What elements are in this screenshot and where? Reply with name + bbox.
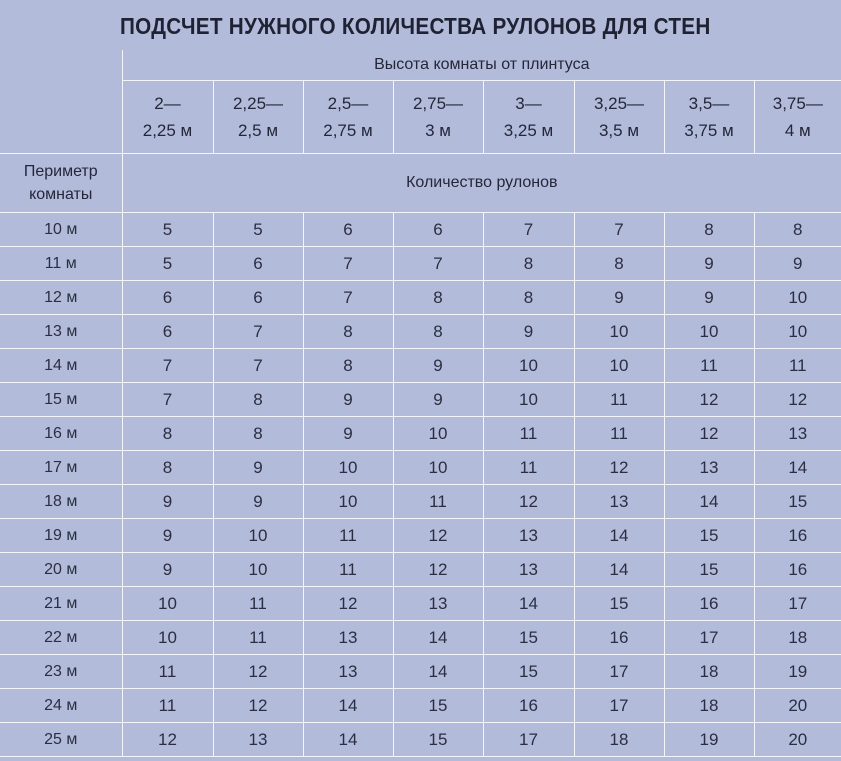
height-range-from: 3,75— <box>772 94 823 113</box>
roll-count-cell: 6 <box>213 247 303 281</box>
perimeter-cell: 16 м <box>0 417 122 451</box>
roll-count-cell: 7 <box>303 281 393 315</box>
roll-count-cell: 6 <box>122 281 213 315</box>
roll-count-cell: 14 <box>393 621 483 655</box>
roll-count-cell: 7 <box>213 315 303 349</box>
perimeter-cell: 15 м <box>0 383 122 417</box>
roll-count-cell: 8 <box>664 213 754 247</box>
roll-count-cell: 13 <box>213 723 303 757</box>
roll-count-cell: 12 <box>664 383 754 417</box>
roll-count-cell: 15 <box>754 485 841 519</box>
roll-count-cell: 19 <box>754 655 841 689</box>
roll-count-cell: 11 <box>303 519 393 553</box>
roll-count-cell: 11 <box>483 417 574 451</box>
roll-count-cell: 16 <box>754 553 841 587</box>
height-range-header <box>574 81 664 154</box>
roll-count-cell: 13 <box>303 621 393 655</box>
roll-count-cell: 18 <box>754 621 841 655</box>
height-ranges-row <box>0 81 841 154</box>
roll-count-cell: 15 <box>483 621 574 655</box>
roll-count-cell: 7 <box>483 213 574 247</box>
table-row <box>0 655 841 689</box>
roll-count-cell: 8 <box>122 451 213 485</box>
perimeter-cell: 24 м <box>0 689 122 723</box>
roll-count-cell: 11 <box>483 451 574 485</box>
table-row <box>0 621 841 655</box>
roll-count-cell: 15 <box>664 553 754 587</box>
roll-count-cell: 13 <box>664 451 754 485</box>
roll-count-cell: 10 <box>574 349 664 383</box>
roll-count-cell: 10 <box>574 315 664 349</box>
height-range-header <box>122 81 213 154</box>
table-row <box>0 723 841 757</box>
roll-count-cell: 13 <box>393 587 483 621</box>
roll-count-cell: 16 <box>754 519 841 553</box>
roll-count-cell: 15 <box>574 587 664 621</box>
roll-count-cell: 6 <box>122 315 213 349</box>
height-range-to: 3,25 м <box>503 121 554 140</box>
roll-count-cell: 9 <box>122 485 213 519</box>
roll-count-cell: 14 <box>303 723 393 757</box>
table-row <box>0 349 841 383</box>
height-range-from: 2— <box>154 94 181 113</box>
roll-count-cell: 9 <box>122 519 213 553</box>
roll-count-cell: 11 <box>574 383 664 417</box>
roll-count-cell: 15 <box>393 689 483 723</box>
roll-count-cell: 9 <box>122 553 213 587</box>
roll-count-cell: 11 <box>754 349 841 383</box>
table-row <box>0 281 841 315</box>
roll-count-cell: 14 <box>664 485 754 519</box>
height-header: Высота комнаты от плинтуса <box>122 50 841 81</box>
roll-count-cell: 10 <box>754 315 841 349</box>
perimeter-cell: 19 м <box>0 519 122 553</box>
perimeter-header <box>0 154 122 213</box>
roll-count-cell: 9 <box>664 247 754 281</box>
height-range-from: 3,5— <box>688 94 730 113</box>
height-range-to: 2,5 м <box>237 121 279 140</box>
corner-cell <box>0 50 122 154</box>
roll-count-cell: 17 <box>574 655 664 689</box>
roll-count-cell: 11 <box>393 485 483 519</box>
roll-count-cell: 5 <box>122 213 213 247</box>
roll-count-cell: 9 <box>393 349 483 383</box>
roll-count-cell: 8 <box>303 349 393 383</box>
perimeter-cell: 17 м <box>0 451 122 485</box>
roll-count-cell: 11 <box>122 655 213 689</box>
roll-count-cell: 13 <box>483 553 574 587</box>
table-row <box>0 213 841 247</box>
height-range-from: 3,25— <box>593 94 645 113</box>
roll-count-cell: 8 <box>754 213 841 247</box>
roll-count-cell: 9 <box>393 383 483 417</box>
table-row <box>0 587 841 621</box>
roll-count-cell: 17 <box>574 689 664 723</box>
roll-count-cell: 10 <box>664 315 754 349</box>
height-range-header <box>303 81 393 154</box>
height-range-to: 2,25 м <box>142 121 193 140</box>
roll-count-cell: 11 <box>574 417 664 451</box>
roll-count-cell: 7 <box>213 349 303 383</box>
count-header: Количество рулонов <box>122 154 841 213</box>
perimeter-cell: 23 м <box>0 655 122 689</box>
roll-count-cell: 9 <box>303 417 393 451</box>
roll-count-cell: 18 <box>664 689 754 723</box>
roll-count-cell: 10 <box>393 417 483 451</box>
table-row <box>0 689 841 723</box>
height-range-header <box>664 81 754 154</box>
roll-count-cell: 19 <box>664 723 754 757</box>
roll-count-cell: 14 <box>574 519 664 553</box>
perimeter-header-line1: Периметр <box>23 163 98 180</box>
perimeter-cell: 14 м <box>0 349 122 383</box>
roll-count-cell: 13 <box>754 417 841 451</box>
roll-count-cell: 7 <box>393 247 483 281</box>
roll-count-cell: 10 <box>303 485 393 519</box>
roll-count-cell: 12 <box>664 417 754 451</box>
roll-count-cell: 7 <box>574 213 664 247</box>
height-range-header <box>213 81 303 154</box>
height-range-from: 3— <box>515 94 542 113</box>
perimeter-cell: 12 м <box>0 281 122 315</box>
table-body <box>0 213 841 757</box>
roll-count-cell: 8 <box>303 315 393 349</box>
roll-count-cell: 8 <box>483 247 574 281</box>
roll-count-cell: 6 <box>213 281 303 315</box>
roll-count-cell: 5 <box>213 213 303 247</box>
roll-count-cell: 17 <box>754 587 841 621</box>
roll-count-cell: 9 <box>303 383 393 417</box>
height-range-from: 2,5— <box>327 94 369 113</box>
perimeter-header-line2: комнаты <box>29 186 93 203</box>
roll-count-cell: 12 <box>213 655 303 689</box>
roll-count-cell: 8 <box>393 281 483 315</box>
roll-count-cell: 5 <box>122 247 213 281</box>
roll-count-cell: 12 <box>483 485 574 519</box>
roll-count-cell: 12 <box>574 451 664 485</box>
roll-count-cell: 18 <box>574 723 664 757</box>
height-range-to: 2,75 м <box>323 121 373 140</box>
roll-count-cell: 11 <box>122 689 213 723</box>
roll-count-cell: 13 <box>574 485 664 519</box>
table-row <box>0 247 841 281</box>
roll-count-cell: 16 <box>574 621 664 655</box>
roll-count-cell: 10 <box>754 281 841 315</box>
perimeter-cell: 25 м <box>0 723 122 757</box>
height-range-header <box>483 81 574 154</box>
roll-count-cell: 10 <box>122 587 213 621</box>
roll-count-cell: 6 <box>303 213 393 247</box>
roll-count-cell: 13 <box>483 519 574 553</box>
roll-count-cell: 14 <box>393 655 483 689</box>
roll-count-cell: 17 <box>664 621 754 655</box>
height-range-header <box>393 81 483 154</box>
roll-count-cell: 16 <box>664 587 754 621</box>
height-range-from: 2,75— <box>412 94 464 113</box>
roll-count-cell: 7 <box>122 383 213 417</box>
roll-count-cell: 12 <box>754 383 841 417</box>
table-row <box>0 519 841 553</box>
roll-count-cell: 10 <box>483 383 574 417</box>
table-row <box>0 383 841 417</box>
roll-count-cell: 7 <box>122 349 213 383</box>
roll-count-cell: 7 <box>303 247 393 281</box>
roll-count-cell: 8 <box>122 417 213 451</box>
roll-count-cell: 9 <box>213 451 303 485</box>
roll-count-cell: 13 <box>303 655 393 689</box>
perimeter-cell: 20 м <box>0 553 122 587</box>
roll-count-cell: 17 <box>483 723 574 757</box>
roll-count-cell: 8 <box>574 247 664 281</box>
height-range-header <box>754 81 841 154</box>
table-row <box>0 553 841 587</box>
roll-count-cell: 10 <box>393 451 483 485</box>
page-title: ПОДСЧЕТ НУЖНОГО КОЛИЧЕСТВА РУЛОНОВ ДЛЯ СТЕН <box>120 13 711 39</box>
height-range-to: 3,75 м <box>684 121 734 140</box>
table-row <box>0 417 841 451</box>
roll-count-cell: 12 <box>303 587 393 621</box>
roll-count-cell: 14 <box>483 587 574 621</box>
roll-count-cell: 10 <box>303 451 393 485</box>
roll-count-cell: 11 <box>213 621 303 655</box>
roll-count-cell: 12 <box>213 689 303 723</box>
roll-count-cell: 12 <box>122 723 213 757</box>
perimeter-cell: 13 м <box>0 315 122 349</box>
height-range-to: 3,5 м <box>598 121 640 140</box>
roll-count-cell: 9 <box>574 281 664 315</box>
roll-count-cell: 8 <box>213 383 303 417</box>
roll-count-cell: 15 <box>664 519 754 553</box>
table-row <box>0 485 841 519</box>
roll-count-cell: 20 <box>754 723 841 757</box>
roll-count-cell: 14 <box>303 689 393 723</box>
perimeter-cell: 11 м <box>0 247 122 281</box>
roll-count-cell: 9 <box>213 485 303 519</box>
roll-count-cell: 9 <box>483 315 574 349</box>
roll-count-cell: 20 <box>754 689 841 723</box>
roll-count-cell: 10 <box>483 349 574 383</box>
roll-count-cell: 10 <box>213 553 303 587</box>
roll-count-cell: 12 <box>393 519 483 553</box>
height-range-to: 3 м <box>425 121 451 140</box>
roll-count-cell: 14 <box>574 553 664 587</box>
roll-count-cell: 8 <box>483 281 574 315</box>
roll-count-cell: 15 <box>393 723 483 757</box>
roll-count-cell: 12 <box>393 553 483 587</box>
perimeter-cell: 21 м <box>0 587 122 621</box>
roll-count-cell: 10 <box>122 621 213 655</box>
roll-count-cell: 16 <box>483 689 574 723</box>
roll-count-cell: 14 <box>754 451 841 485</box>
perimeter-cell: 18 м <box>0 485 122 519</box>
roll-count-cell: 8 <box>213 417 303 451</box>
roll-count-cell: 18 <box>664 655 754 689</box>
roll-count-cell: 6 <box>393 213 483 247</box>
roll-count-cell: 11 <box>664 349 754 383</box>
table-row <box>0 451 841 485</box>
table-row <box>0 315 841 349</box>
roll-count-cell: 9 <box>664 281 754 315</box>
perimeter-cell: 10 м <box>0 213 122 247</box>
roll-count-cell: 9 <box>754 247 841 281</box>
perimeter-cell: 22 м <box>0 621 122 655</box>
roll-count-cell: 11 <box>213 587 303 621</box>
height-range-from: 2,25— <box>232 94 284 113</box>
roll-count-cell: 8 <box>393 315 483 349</box>
roll-count-cell: 11 <box>303 553 393 587</box>
rolls-table <box>0 50 841 757</box>
height-range-to: 4 м <box>784 121 811 140</box>
roll-count-cell: 10 <box>213 519 303 553</box>
roll-count-cell: 15 <box>483 655 574 689</box>
